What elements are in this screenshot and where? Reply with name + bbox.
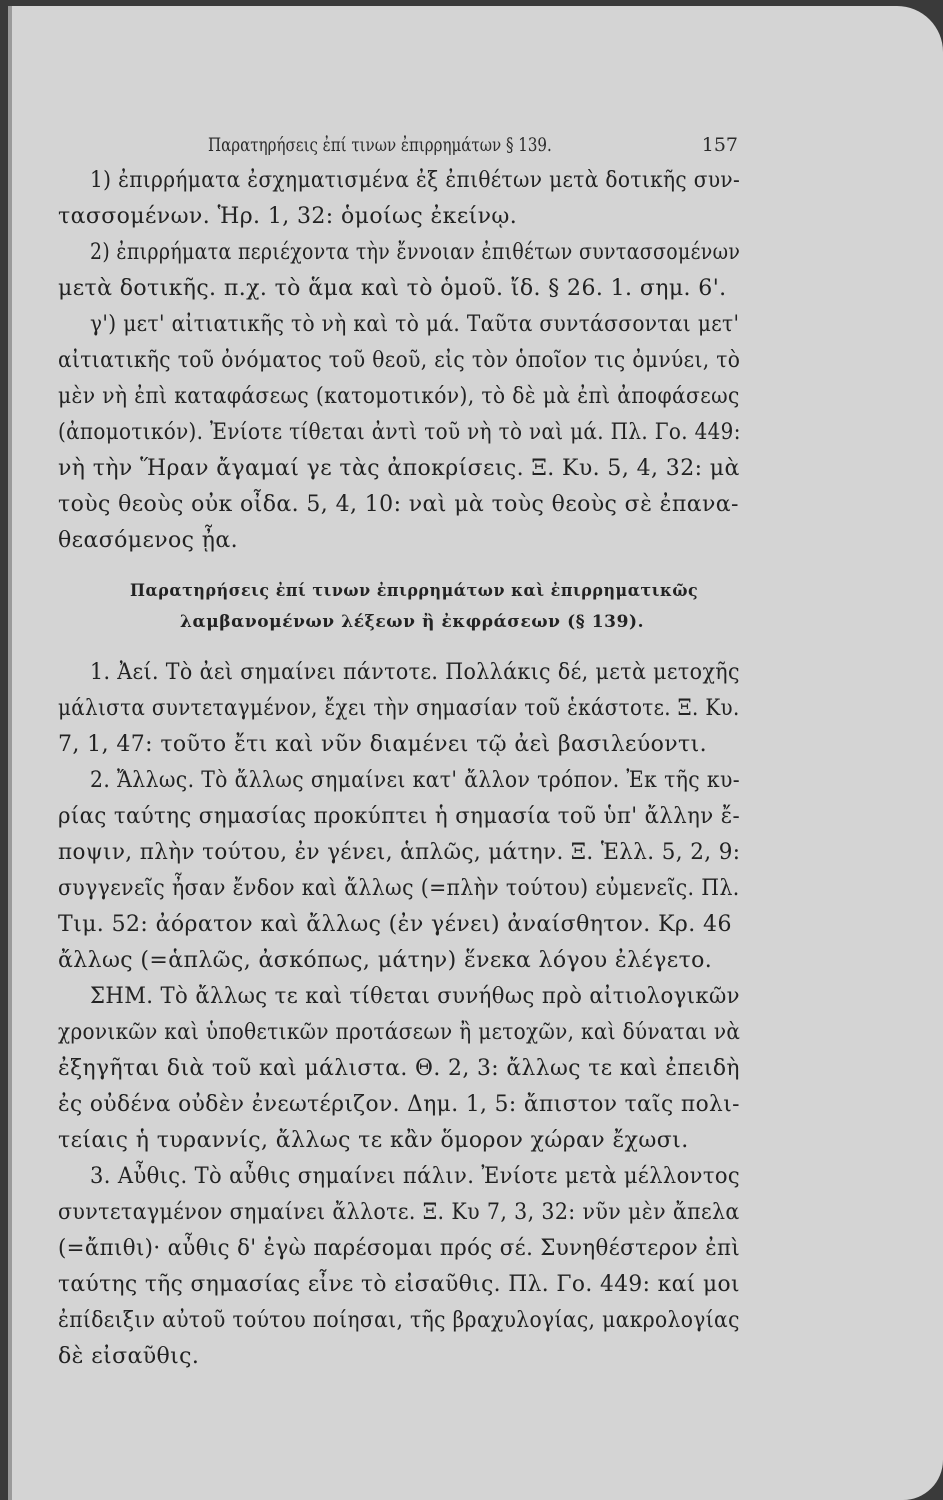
text-line: γ') μετ' αἰτιατικῆς τὸ νὴ καὶ τὸ μά. Ταῦτα συντάσσονται μετ' bbox=[90, 312, 740, 337]
text-line: χρονικῶν καὶ ὑποθετικῶν προτάσεων ἢ μετοχῶν, καὶ δύναται νὰ bbox=[58, 1020, 741, 1045]
text-line: (ἀπομοτικόν). Ἐνίοτε τίθεται ἀντὶ τοῦ νὴ τὸ ναὶ μά. Πλ. Γο. 449: bbox=[58, 420, 741, 445]
text-line: ΣΗΜ. Τὸ ἄλλως τε καὶ τίθεται συνήθως πρὸ αἰτιολογικῶν bbox=[90, 984, 740, 1009]
text-line: Τιμ. 52: ἀόρατον καὶ ἄλλως (ἐν γένει) ἀναίσθητον. Κρ. 46 bbox=[58, 912, 732, 937]
text-line: ἄλλως (=ἁπλῶς, ἀσκόπως, μάτην) ἕνεκα λόγου ἐλέγετο. bbox=[58, 948, 713, 973]
text-line: 2. Ἄλλως. Τὸ ἄλλως σημαίνει κατ' ἄλλον τρόπον. Ἐκ τῆς κυ- bbox=[90, 768, 740, 793]
text-line: τείαις ἡ τυραννίς, ἄλλως τε κἂν ὅμορον χώραν ἔχωσι. bbox=[58, 1128, 689, 1153]
text-line: (=ἄπιθι)· αὖθις δ' ἐγὼ παρέσομαι πρός σέ. Συνηθέστερον ἐπὶ bbox=[58, 1236, 741, 1261]
text-line: θεασόμενος ᾖα. bbox=[58, 528, 239, 553]
running-title: Παρατηρήσεις ἐπί τινων ἐπιρρημάτων § 139. bbox=[208, 134, 552, 156]
text-line: 3. Αὖθις. Τὸ αὖθις σημαίνει πάλιν. Ἐνίοτε μετὰ μέλλοντος bbox=[90, 1164, 741, 1189]
page-number: 157 bbox=[701, 134, 738, 156]
text-line: δὲ εἰσαῦθις. bbox=[58, 1344, 200, 1369]
text-line: μάλιστα συντεταγμένον, ἔχει τὴν σημασίαν τοῦ ἑκάστοτε. Ξ. Κυ. bbox=[58, 696, 740, 721]
text-line: ἐς οὐδένα οὐδὲν ἐνεωτέριζον. Δημ. 1, 5: ἄπιστον ταῖς πολι- bbox=[58, 1092, 740, 1117]
section-heading-line: Παρατηρήσεις ἐπί τινων ἐπιρρημάτων καὶ ἐπιρρηματικῶς bbox=[130, 581, 699, 601]
text-line: ρίας ταύτης σημασίας προκύπτει ἡ σημασία τοῦ ὑπ' ἄλλην ἔ- bbox=[58, 804, 741, 829]
text-line: ταύτης τῆς σημασίας εἶνε τὸ εἰσαῦθις. Πλ. Γο. 449: καί μοι bbox=[58, 1272, 740, 1297]
text-line: 1. Ἀεί. Τὸ ἀεὶ σημαίνει πάντοτε. Πολλάκις δέ, μετὰ μετοχῆς bbox=[90, 660, 740, 685]
book-page bbox=[8, 6, 943, 1500]
text-line: τοὺς θεοὺς οὐκ οἶδα. 5, 4, 10: ναὶ μὰ τοὺς θεοὺς σὲ ἐπανα- bbox=[58, 492, 739, 517]
text-line: ποψιν, πλὴν τούτου, ἐν γένει, ἁπλῶς, μάτην. Ξ. Ἑλλ. 5, 2, 9: bbox=[58, 840, 741, 865]
text-line: ἐξηγῆται διὰ τοῦ καὶ μάλιστα. Θ. 2, 3: ἄλλως τε καὶ ἐπειδὴ bbox=[58, 1056, 740, 1081]
page-edge bbox=[8, 6, 12, 1500]
text-line: 1) ἐπιρρήματα ἐσχηματισμένα ἐξ ἐπιθέτων μετὰ δοτικῆς συν- bbox=[90, 168, 741, 193]
text-line: 7, 1, 47: τοῦτο ἔτι καὶ νῦν διαμένει τῷ ἀεὶ βασιλεύοντι. bbox=[58, 732, 708, 757]
text-line: αἰτιατικῆς τοῦ ὀνόματος τοῦ θεοῦ, εἰς τὸν ὁποῖον τις ὀμνύει, τὸ bbox=[58, 348, 741, 373]
text-line: συγγενεῖς ἦσαν ἔνδον καὶ ἄλλως (=πλὴν τούτου) εὐμενεῖς. Πλ. bbox=[58, 876, 740, 901]
text-line: ἐπίδειξιν αὐτοῦ τούτου ποίησαι, τῆς βραχυλογίας, μακρολογίας bbox=[58, 1308, 740, 1333]
text-line: συντεταγμένον σημαίνει ἄλλοτε. Ξ. Κυ 7, 3, 32: νῦν μὲν ἄπελα bbox=[58, 1200, 740, 1225]
section-heading-line: λαμβανομένων λέξεων ἢ ἐκφράσεων (§ 139). bbox=[180, 612, 645, 632]
text-line: τασσομένων. Ἡρ. 1, 32: ὁμοίως ἐκείνῳ. bbox=[58, 204, 518, 229]
text-line: μετὰ δοτικῆς. π.χ. τὸ ἅμα καὶ τὸ ὁμοῦ. ἴδ. § 26. 1. σημ. 6'. bbox=[58, 276, 727, 301]
text-line: 2) ἐπιρρήματα περιέχοντα τὴν ἔννοιαν ἐπιθέτων συντασσομένων bbox=[90, 240, 741, 265]
text-line: μὲν νὴ ἐπὶ καταφάσεως (κατομοτικόν), τὸ δὲ μὰ ἐπὶ ἀποφάσεως bbox=[58, 384, 740, 409]
text-line: νὴ τὴν Ἥραν ἄγαμαί γε τὰς ἀποκρίσεις. Ξ. Κυ. 5, 4, 32: μὰ bbox=[58, 456, 740, 481]
